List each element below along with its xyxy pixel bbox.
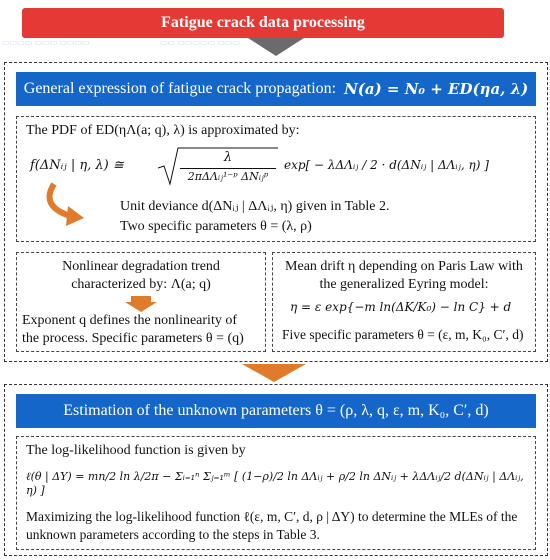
pdf-equation-lhs: f(ΔNᵢⱼ | η, λ) ≅ (30, 158, 124, 173)
header-title: Fatigue crack data processing (161, 14, 365, 31)
right-box-line1: Mean drift η depending on Paris Law with (285, 259, 523, 274)
left-box-line1: Nonlinear degradation trend (62, 259, 220, 274)
pdf-equation-fraction-den: 2πΔΛᵢⱼ¹⁻ᵖ ΔNᵢⱼᵖ (187, 170, 269, 183)
unit-deviance-text: Unit deviance d(ΔNᵢⱼ | ΔΛᵢⱼ, η) given in Table 2. (120, 199, 390, 214)
section-1-title-bar (16, 72, 536, 106)
small-down-arrow-icon (125, 296, 157, 312)
maximize-text-2: unknown parameters according to the steps in Table 3. (26, 527, 320, 542)
section-1-title: General expression of fatigue crack propagation: (23, 80, 337, 97)
log-likelihood-equation: ℓ(θ | ΔY) = mn/2 ln λ/2π − Σᵢ₌₁ⁿ Σⱼ₌₁ᵐ [ (1−ρ)/2 ln ΔΛᵢⱼ + ρ/2 ln ΔNᵢⱼ + λΔΛᵢⱼ/2 d(ΔNᵢⱼ | ΔΛᵢⱼ, η) ] (26, 470, 524, 497)
right-box-line2: the generalized Eyring model: (319, 277, 489, 292)
section-2-title: Estimation of the unknown parameters θ = (ρ, λ, q, ε, m, K₀, C′, d) (63, 402, 489, 419)
right-box-line3: Five specific parameters θ = (ε, m, K₀, C′, d) (282, 327, 524, 342)
section-1-title-equation: N(a) = N₀ + ED(ηa, λ) (344, 80, 529, 98)
pdf-intro-text: The PDF of ED(ηΛ(a; q), λ) is approximated by: (26, 123, 300, 138)
fraction-line (180, 168, 276, 169)
eyring-equation: η = ε exp{−m ln(ΔK/K₀) − ln C} + d (290, 300, 512, 314)
section-2-title-bar (16, 394, 536, 428)
ll-intro-text: The log-likelihood function is given by (26, 443, 246, 458)
header-title-bar (22, 8, 504, 38)
left-box-line3: Exponent q defines the nonlinearity of (22, 313, 237, 328)
two-params-text: Two specific parameters θ = (λ, ρ) (120, 219, 312, 234)
orange-down-arrow-icon (242, 364, 306, 384)
left-box-line4: the process. Specific parameters θ = (q) (22, 331, 244, 346)
down-arrow-icon (248, 38, 304, 58)
curved-arrow-icon (40, 180, 88, 228)
ghost-artifact: ▭▭ ▭▭▭▭▭ ▭▭▭ (160, 38, 241, 47)
pdf-equation-exp: exp[ − λΔΛᵢⱼ / 2 · d(ΔNᵢⱼ | ΔΛᵢⱼ, η) ] (284, 158, 489, 172)
ghost-artifact: ▭▭▭▭ ▭▭▭ ▭▭▭▭ (2, 38, 90, 47)
pdf-equation-fraction-num: λ (223, 150, 233, 165)
left-box-line2: characterized by: Λ(a; q) (71, 277, 211, 292)
maximize-text-1: Maximizing the log-likelihood function ℓ(ε, m, C′, d, ρ | ΔY) to determine the MLEs of the (26, 509, 518, 524)
